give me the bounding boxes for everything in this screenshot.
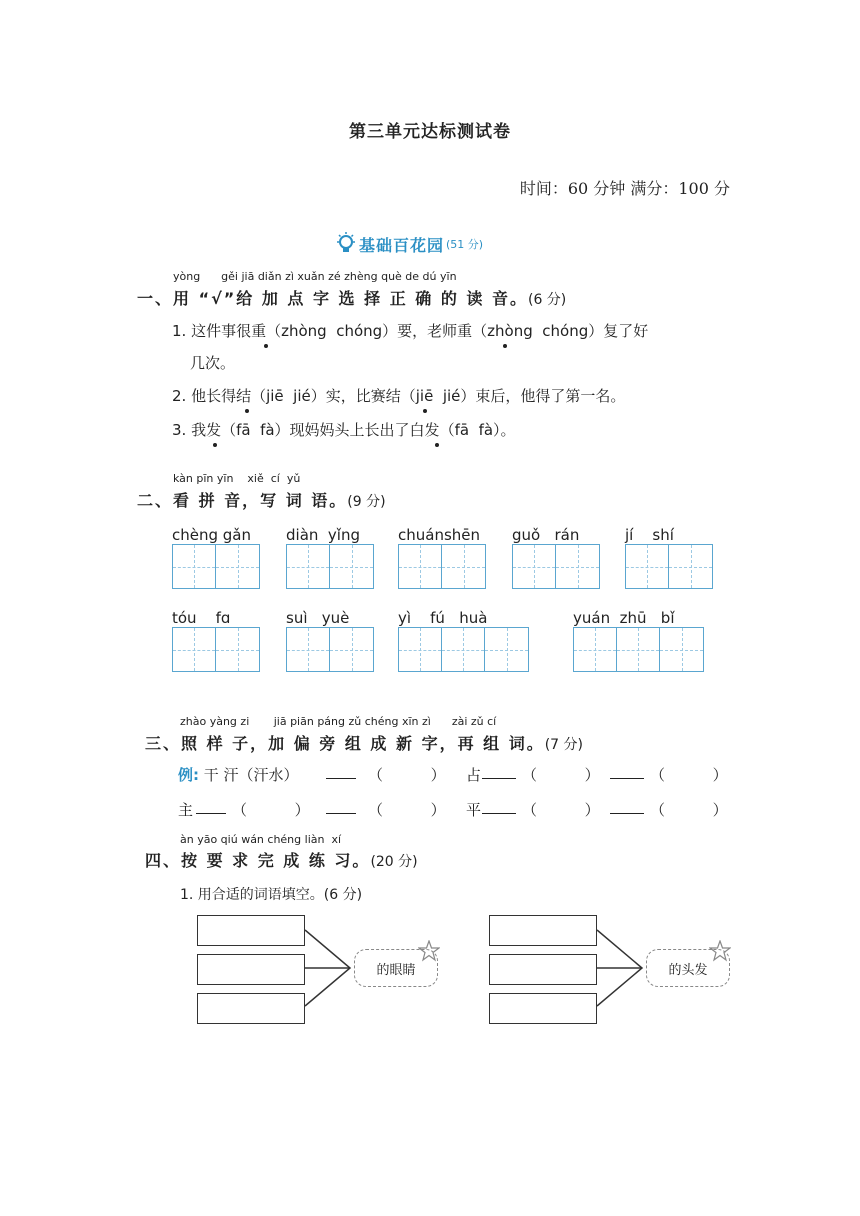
answer-box[interactable] bbox=[489, 993, 597, 1024]
answer-blank[interactable] bbox=[610, 778, 644, 779]
q3-pinyin: zhào yàng zi jiā piān páng zǔ chéng xīn zì zài zǔ cí bbox=[180, 715, 497, 728]
answer-blank[interactable] bbox=[326, 778, 356, 779]
q2-score: (9 分) bbox=[347, 494, 386, 510]
q1-label: 一、用 “√”给 加 点 字 选 择 正 确 的 读 音。 bbox=[137, 289, 528, 308]
q1-item-1-cont: 几次。 bbox=[190, 354, 236, 372]
writing-grid[interactable] bbox=[625, 544, 713, 589]
q1-item-3: 3. 我发（fā fà）现妈妈头上长出了白发（fā fà）。 bbox=[172, 421, 516, 439]
answer-box[interactable] bbox=[197, 993, 305, 1024]
word-pinyin: suì yuè bbox=[286, 609, 350, 627]
emphasis-dot bbox=[435, 443, 439, 447]
q1-score: (6 分) bbox=[527, 292, 567, 308]
paren-pair[interactable]: （ ） bbox=[368, 766, 446, 784]
banner-title: 基础百花园 bbox=[359, 235, 445, 255]
word-pinyin: diàn yǐng bbox=[286, 526, 360, 544]
q1-heading bbox=[137, 286, 566, 309]
phrase-bubble: 的眼睛 bbox=[354, 949, 438, 987]
writing-grid[interactable] bbox=[286, 627, 374, 672]
word-pinyin: chèng gǎn bbox=[172, 526, 251, 544]
example-label: 例: bbox=[178, 766, 199, 784]
word-box-7 bbox=[286, 609, 374, 672]
q3-char-2: 主 bbox=[178, 801, 194, 819]
answer-blank[interactable] bbox=[610, 813, 644, 814]
word-pinyin: tóu fɑ bbox=[172, 609, 231, 627]
connector-arrow bbox=[597, 915, 652, 1025]
word-pinyin: chuánshēn bbox=[398, 526, 481, 544]
star-icon bbox=[709, 940, 731, 962]
word-box-9 bbox=[573, 609, 704, 672]
answer-box[interactable] bbox=[489, 954, 597, 985]
q1-pinyin: yòng gěi jiā diǎn zì xuǎn zé zhèng què de dú yīn bbox=[173, 270, 457, 283]
answer-blank[interactable] bbox=[482, 778, 516, 779]
q4-score: (20 分) bbox=[370, 854, 418, 870]
example-text: 干 汗（汗水） bbox=[203, 766, 299, 784]
paren-pair[interactable]: （ ） bbox=[522, 766, 600, 784]
paren-pair[interactable]: （ ） bbox=[650, 766, 728, 784]
q2-heading bbox=[137, 488, 386, 511]
writing-grid[interactable] bbox=[172, 627, 260, 672]
q2-label: 二、看 拼 音，写 词 语。 bbox=[137, 491, 348, 510]
writing-grid[interactable] bbox=[573, 627, 704, 672]
emphasis-dot bbox=[503, 344, 507, 348]
paren-pair[interactable]: （ ） bbox=[522, 801, 600, 819]
writing-grid[interactable] bbox=[512, 544, 600, 589]
q4-heading bbox=[145, 848, 418, 871]
writing-grid[interactable] bbox=[398, 627, 529, 672]
q2-pinyin: kàn pīn yīn xiě cí yǔ bbox=[173, 472, 301, 485]
answer-blank[interactable] bbox=[326, 813, 356, 814]
word-box-8 bbox=[398, 609, 529, 672]
word-box-4 bbox=[512, 526, 600, 589]
emphasis-dot bbox=[245, 409, 249, 413]
word-pinyin: guǒ rán bbox=[512, 526, 580, 544]
writing-grid[interactable] bbox=[286, 544, 374, 589]
banner-score: (51 分) bbox=[446, 238, 484, 251]
word-box-1 bbox=[172, 526, 260, 589]
q1-item-1: 1. 这件事很重（zhòng chóng）要，老师重（zhòng chóng）复了好 bbox=[172, 322, 649, 340]
emphasis-dot bbox=[423, 409, 427, 413]
star-icon bbox=[418, 940, 440, 962]
q4-pinyin: àn yāo qiú wán chéng liàn xí bbox=[180, 833, 342, 846]
answer-box[interactable] bbox=[197, 954, 305, 985]
q4-label: 四、按 要 求 完 成 练 习。 bbox=[145, 851, 371, 870]
emphasis-dot bbox=[213, 443, 217, 447]
word-box-6 bbox=[172, 609, 260, 672]
time-info: 时间：60 分钟 满分：100 分 bbox=[519, 179, 730, 198]
paren-pair[interactable]: （ ） bbox=[650, 801, 728, 819]
q3-example bbox=[178, 764, 299, 785]
section-banner bbox=[335, 229, 483, 259]
writing-grid[interactable] bbox=[172, 544, 260, 589]
phrase-bubble: 的头发 bbox=[646, 949, 730, 987]
writing-grid[interactable] bbox=[398, 544, 486, 589]
answer-box[interactable] bbox=[197, 915, 305, 946]
q3-heading bbox=[145, 731, 583, 754]
emphasis-dot bbox=[264, 344, 268, 348]
answer-blank[interactable] bbox=[196, 813, 226, 814]
word-box-5 bbox=[625, 526, 713, 589]
connector-arrow bbox=[305, 915, 360, 1025]
word-pinyin: yì fú huà bbox=[398, 609, 488, 627]
q3-char-1: 占 bbox=[466, 766, 482, 784]
word-box-2 bbox=[286, 526, 374, 589]
word-pinyin: jí shí bbox=[625, 526, 674, 544]
paren-pair[interactable]: （ ） bbox=[368, 801, 446, 819]
q3-char-3: 平 bbox=[466, 801, 482, 819]
answer-box[interactable] bbox=[489, 915, 597, 946]
paren-pair[interactable]: （ ） bbox=[232, 801, 310, 819]
answer-blank[interactable] bbox=[482, 813, 516, 814]
page-title: 第三单元达标测试卷 bbox=[349, 122, 511, 142]
q3-label: 三、照 样 子，加 偏 旁 组 成 新 字，再 组 词。 bbox=[145, 734, 545, 753]
word-box-3 bbox=[398, 526, 486, 589]
lightbulb-icon bbox=[335, 231, 357, 257]
q4-sub1: 1. 用合适的词语填空。(6 分) bbox=[180, 887, 363, 903]
word-pinyin: yuán zhū bǐ bbox=[573, 609, 675, 627]
q3-score: (7 分) bbox=[544, 737, 583, 753]
q1-item-2: 2. 他长得结（jiē jié）实，比赛结（jiē jié）束后，他得了第一名。 bbox=[172, 387, 626, 405]
